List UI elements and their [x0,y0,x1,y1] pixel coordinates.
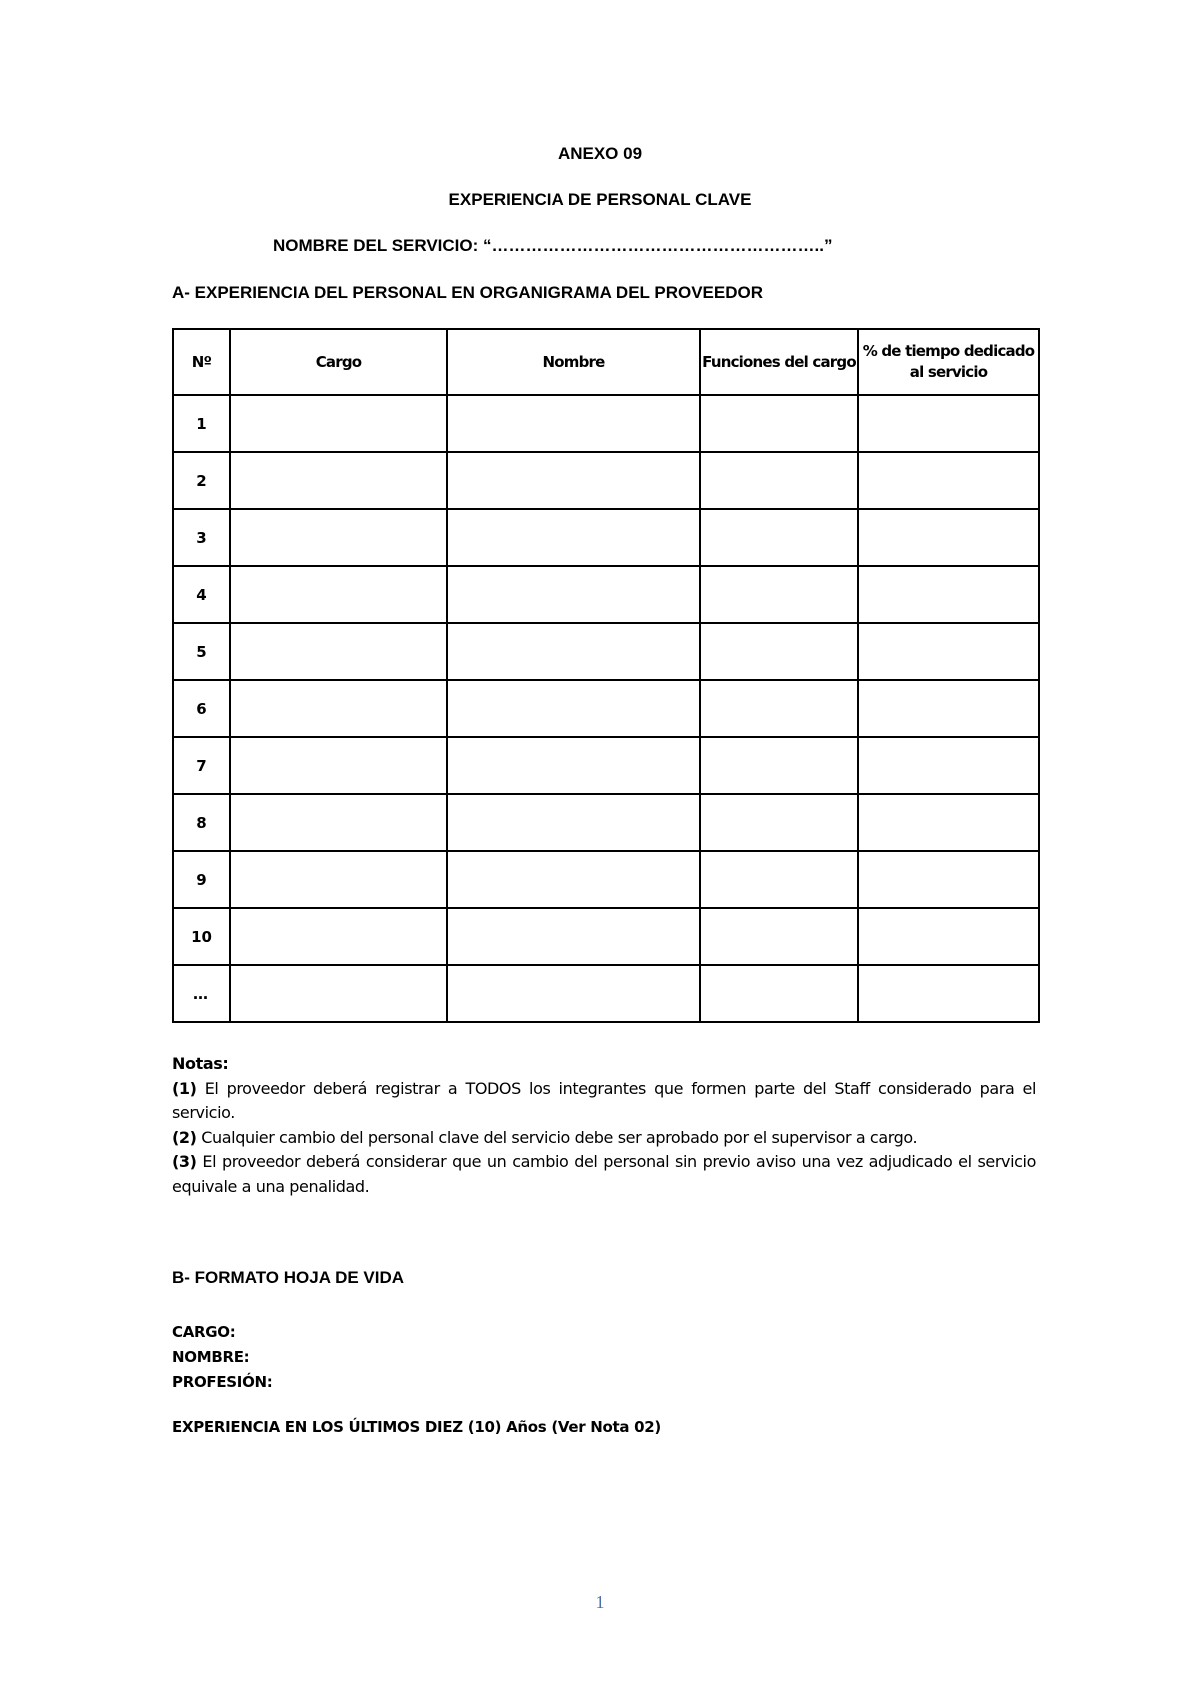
cell-tiempo [858,680,1039,737]
table-row [173,623,1039,680]
cell-tiempo [858,566,1039,623]
row-number: 8 [173,794,230,851]
cell-cargo [230,737,447,794]
note-marker: (1) [172,1078,197,1098]
cell-funciones [700,680,858,737]
cell-tiempo [858,395,1039,452]
cell-nombre [447,395,700,452]
experience-heading: EXPERIENCIA EN LOS ÚLTIMOS DIEZ (10) Años (Ver Nota 02) [172,1418,661,1436]
cell-funciones [700,509,858,566]
cell-nombre [447,737,700,794]
table-row [173,794,1039,851]
table-row [173,395,1039,452]
cell-cargo [230,566,447,623]
cell-tiempo [858,623,1039,680]
note-item [172,1126,1036,1151]
row-number: 1 [173,395,230,452]
cv-fields [172,1320,272,1395]
cell-cargo [230,680,447,737]
cell-nombre [447,851,700,908]
cell-nombre [447,566,700,623]
row-number: 7 [173,737,230,794]
cell-tiempo [858,794,1039,851]
cv-field-profesion: PROFESIÓN: [172,1373,273,1391]
section-a-heading: A- EXPERIENCIA DEL PERSONAL EN ORGANIGRAMA DEL PROVEEDOR [172,283,763,302]
cell-funciones [700,965,858,1022]
note-marker: (2) [172,1127,197,1147]
table-row [173,908,1039,965]
service-name-line: NOMBRE DEL SERVICIO: “…………………………………………………..” [273,236,833,255]
table-row [173,965,1039,1022]
personnel-table [172,328,1040,1023]
table-row [173,737,1039,794]
table-row [173,452,1039,509]
cv-field-cargo: CARGO: [172,1323,236,1341]
cell-cargo [230,452,447,509]
cell-funciones [700,737,858,794]
cell-cargo [230,509,447,566]
cell-nombre [447,908,700,965]
document-title: EXPERIENCIA DE PERSONAL CLAVE [448,190,752,209]
row-number: 3 [173,509,230,566]
note-marker: (3) [172,1152,197,1171]
row-number: 5 [173,623,230,680]
cell-funciones [700,395,858,452]
row-number: … [173,965,230,1022]
cell-tiempo [858,737,1039,794]
table-row [173,680,1039,737]
cell-tiempo [858,509,1039,566]
row-number: 10 [173,908,230,965]
table-row [173,566,1039,623]
cell-tiempo [858,851,1039,908]
header-funciones: Funciones del cargo [700,329,858,395]
cell-tiempo [858,908,1039,965]
cv-field-nombre: NOMBRE: [172,1348,250,1366]
row-number: 4 [173,566,230,623]
cell-cargo [230,851,447,908]
row-number: 6 [173,680,230,737]
cell-funciones [700,908,858,965]
cell-nombre [447,680,700,737]
section-b-heading: B- FORMATO HOJA DE VIDA [172,1268,405,1287]
cell-nombre [447,452,700,509]
notes-block [172,1052,1036,1199]
cell-cargo [230,908,447,965]
table-row [173,851,1039,908]
note-text: El proveedor deberá registrar a TODOS los integrantes que formen parte del Staff considerado para el servicio. [172,1078,1036,1122]
cell-funciones [700,794,858,851]
cell-cargo [230,794,447,851]
cell-tiempo [858,452,1039,509]
cell-funciones [700,452,858,509]
row-number: 2 [173,452,230,509]
row-number: 9 [173,851,230,908]
cell-cargo [230,623,447,680]
table-body [173,395,1039,1022]
header-cargo: Cargo [230,329,447,395]
cell-nombre [447,509,700,566]
cell-funciones [700,851,858,908]
header-nombre: Nombre [447,329,700,395]
page-number: 1 [595,1592,605,1612]
cell-nombre [447,965,700,1022]
cell-funciones [700,566,858,623]
table-row [173,509,1039,566]
note-item [172,1150,1036,1199]
header-number: Nº [173,329,230,395]
cell-nombre [447,794,700,851]
cell-cargo [230,395,447,452]
cell-tiempo [858,965,1039,1022]
header-tiempo: % de tiempo dedicado al servicio [858,329,1039,395]
cell-cargo [230,965,447,1022]
notes-title: Notas: [172,1054,229,1073]
note-text: El proveedor deberá considerar que un cambio del personal sin previo aviso una vez adjudicado el servicio equivale a una penalidad. [172,1152,1036,1196]
cell-funciones [700,623,858,680]
note-item [172,1077,1036,1126]
table-header-row [173,329,1039,395]
note-text: Cualquier cambio del personal clave del servicio debe ser aprobado por el supervisor a cargo. [196,1127,918,1147]
cell-nombre [447,623,700,680]
annex-heading: ANEXO 09 [557,144,643,163]
